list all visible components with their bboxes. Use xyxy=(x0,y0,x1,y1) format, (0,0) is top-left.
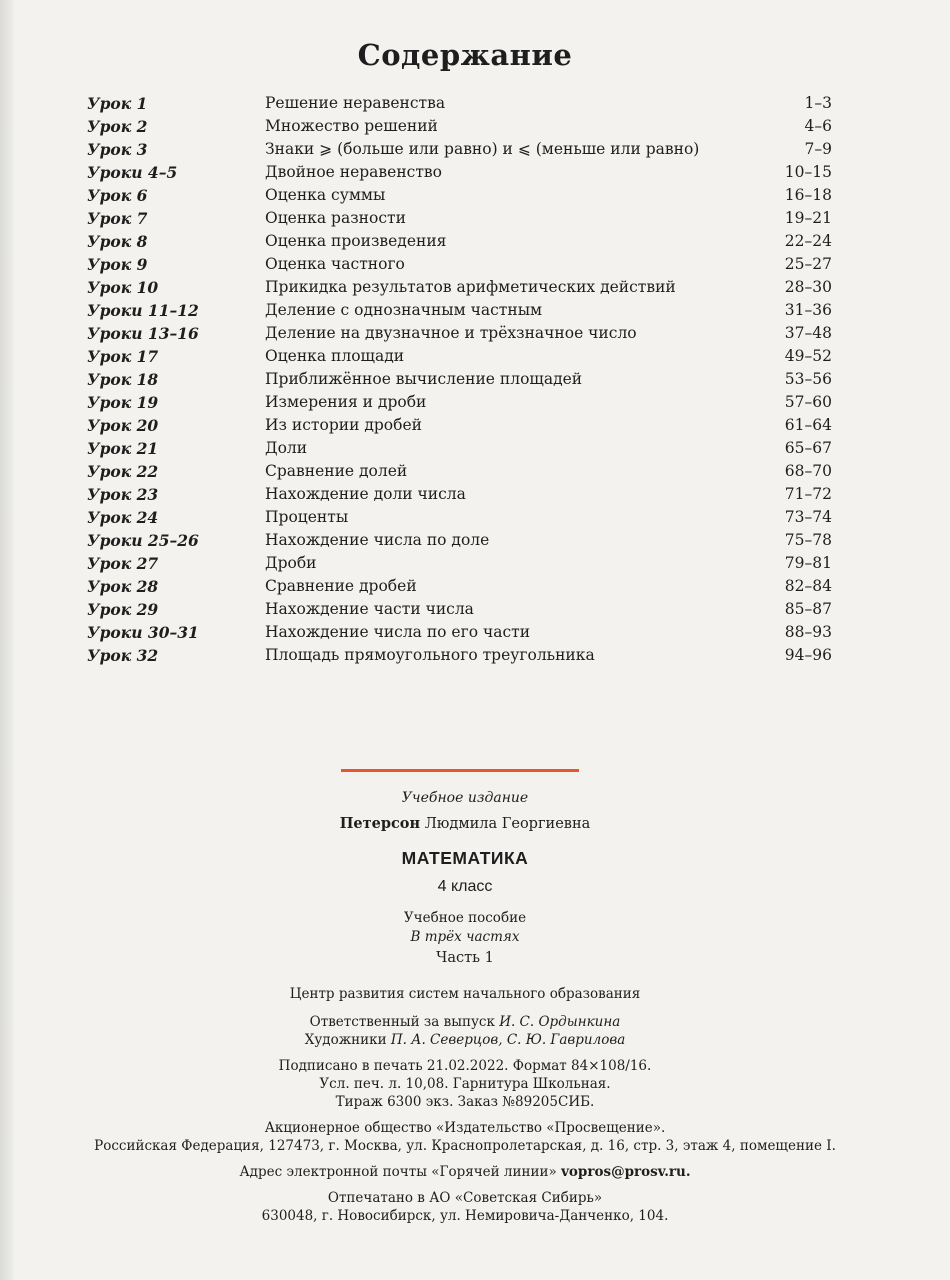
toc-lesson: Урок 28 xyxy=(87,577,159,596)
hotline-label: Адрес электронной почты «Горячей линии» xyxy=(239,1164,557,1180)
artists xyxy=(0,1032,930,1048)
table-of-contents xyxy=(87,92,832,667)
toc-pages: 10–15 xyxy=(784,163,832,181)
toc-pages: 22–24 xyxy=(784,232,832,250)
part-number: Часть 1 xyxy=(436,950,494,966)
toc-row xyxy=(87,138,832,161)
toc-pages: 31–36 xyxy=(784,301,832,319)
toc-topic: Измерения и дроби xyxy=(265,393,427,411)
print-run: Тираж 6300 экз. Заказ №89205СИБ. xyxy=(335,1094,595,1110)
toc-lesson: Уроки 13–16 xyxy=(87,324,199,343)
printed-by: Отпечатано в АО «Советская Сибирь» xyxy=(327,1190,603,1206)
toc-lesson: Уроки 11–12 xyxy=(87,301,199,320)
toc-row xyxy=(87,437,832,460)
toc-row xyxy=(87,552,832,575)
toc-topic: Оценка частного xyxy=(265,255,405,273)
toc-topic: Нахождение части числа xyxy=(265,600,474,618)
toc-row xyxy=(87,92,832,115)
toc-lesson: Урок 22 xyxy=(87,462,159,481)
toc-lesson: Урок 10 xyxy=(87,278,159,297)
toc-row xyxy=(87,621,832,644)
toc-lesson: Урок 21 xyxy=(87,439,159,458)
toc-topic: Из истории дробей xyxy=(265,416,422,434)
toc-pages: 53–56 xyxy=(784,370,832,388)
hotline xyxy=(0,1164,930,1180)
toc-title: Содержание xyxy=(357,38,573,72)
toc-pages: 85–87 xyxy=(784,600,832,618)
subject-title: МАТЕМАТИКА xyxy=(401,848,529,868)
toc-row xyxy=(87,253,832,276)
toc-row xyxy=(87,184,832,207)
toc-pages: 75–78 xyxy=(784,531,832,549)
toc-lesson: Урок 7 xyxy=(87,209,148,228)
toc-topic: Доли xyxy=(265,439,308,457)
toc-topic: Дроби xyxy=(265,554,317,572)
printer-address: 630048, г. Новосибирск, ул. Немировича-Данченко, 104. xyxy=(261,1208,669,1224)
toc-pages: 49–52 xyxy=(784,347,832,365)
responsible-label: Ответственный за выпуск xyxy=(309,1014,495,1030)
toc-pages: 7–9 xyxy=(804,140,832,158)
toc-pages: 37–48 xyxy=(784,324,832,342)
toc-topic: Оценка суммы xyxy=(265,186,386,204)
toc-pages: 61–64 xyxy=(784,416,832,434)
toc-lesson: Урок 18 xyxy=(87,370,159,389)
toc-topic: Площадь прямоугольного треугольника xyxy=(265,646,595,664)
toc-lesson: Урок 29 xyxy=(87,600,159,619)
responsible-name: И. С. Ордынкина xyxy=(499,1014,621,1030)
toc-topic: Проценты xyxy=(265,508,349,526)
parts-count: В трёх частях xyxy=(410,929,520,945)
toc-lesson: Урок 17 xyxy=(87,347,159,366)
toc-lesson: Урок 8 xyxy=(87,232,148,251)
toc-pages: 68–70 xyxy=(784,462,832,480)
toc-row xyxy=(87,391,832,414)
toc-row xyxy=(87,368,832,391)
publisher: Акционерное общество «Издательство «Просвещение». xyxy=(264,1120,666,1136)
toc-lesson: Урок 27 xyxy=(87,554,159,573)
toc-pages: 88–93 xyxy=(784,623,832,641)
toc-lesson: Уроки 4–5 xyxy=(87,163,178,182)
responsible xyxy=(0,1014,930,1030)
toc-lesson: Уроки 30–31 xyxy=(87,623,199,642)
toc-lesson: Урок 24 xyxy=(87,508,159,527)
toc-pages: 19–21 xyxy=(784,209,832,227)
toc-row xyxy=(87,207,832,230)
toc-row xyxy=(87,230,832,253)
grade: 4 класс xyxy=(437,878,493,895)
artists-label: Художники xyxy=(304,1032,387,1048)
center-name: Центр развития систем начального образования xyxy=(289,986,641,1002)
toc-pages: 25–27 xyxy=(784,255,832,273)
toc-row xyxy=(87,115,832,138)
toc-topic: Оценка площади xyxy=(265,347,405,365)
toc-topic: Приближённое вычисление площадей xyxy=(265,370,583,388)
author-surname: Петерсон xyxy=(339,815,421,832)
toc-lesson: Урок 1 xyxy=(87,94,148,113)
toc-row xyxy=(87,460,832,483)
toc-pages: 94–96 xyxy=(784,646,832,664)
toc-row xyxy=(87,644,832,667)
toc-topic: Оценка произведения xyxy=(265,232,447,250)
toc-lesson: Урок 9 xyxy=(87,255,148,274)
toc-row xyxy=(87,345,832,368)
toc-topic: Нахождение числа по доле xyxy=(265,531,490,549)
author xyxy=(0,815,930,832)
toc-topic: Нахождение доли числа xyxy=(265,485,466,503)
toc-row xyxy=(87,483,832,506)
author-name: Людмила Георгиевна xyxy=(424,816,591,832)
toc-lesson: Урок 6 xyxy=(87,186,148,205)
toc-topic: Деление с однозначным частным xyxy=(265,301,543,319)
toc-row xyxy=(87,575,832,598)
toc-topic: Оценка разности xyxy=(265,209,406,227)
toc-pages: 28–30 xyxy=(784,278,832,296)
toc-topic: Множество решений xyxy=(265,117,438,135)
toc-pages: 65–67 xyxy=(784,439,832,457)
toc-row xyxy=(87,598,832,621)
edition-label: Учебное издание xyxy=(401,790,529,806)
orange-divider xyxy=(341,769,579,772)
toc-lesson: Урок 2 xyxy=(87,117,148,136)
signed-to-print: Подписано в печать 21.02.2022. Формат 84×108/16. xyxy=(278,1058,652,1074)
toc-lesson: Урок 32 xyxy=(87,646,159,665)
toc-row xyxy=(87,322,832,345)
toc-topic: Нахождение числа по его части xyxy=(265,623,531,641)
toc-row xyxy=(87,276,832,299)
publisher-address: Российская Федерация, 127473, г. Москва, ул. Краснопролетарская, д. 16, стр. 3, этаж 4, помещение I. xyxy=(94,1138,836,1154)
book-type: Учебное пособие xyxy=(403,910,527,926)
toc-topic: Прикидка результатов арифметических действий xyxy=(265,278,676,296)
toc-topic: Двойное неравенство xyxy=(265,163,442,181)
toc-pages: 71–72 xyxy=(784,485,832,503)
toc-pages: 73–74 xyxy=(784,508,832,526)
toc-row xyxy=(87,161,832,184)
toc-pages: 4–6 xyxy=(804,117,832,135)
toc-lesson: Урок 19 xyxy=(87,393,159,412)
toc-row xyxy=(87,529,832,552)
toc-pages: 1–3 xyxy=(804,94,832,112)
toc-topic: Деление на двузначное и трёхзначное число xyxy=(265,324,637,342)
toc-lesson: Уроки 25–26 xyxy=(87,531,199,550)
toc-row xyxy=(87,506,832,529)
toc-row xyxy=(87,299,832,322)
toc-lesson: Урок 20 xyxy=(87,416,159,435)
toc-pages: 16–18 xyxy=(784,186,832,204)
hotline-email: vopros@prosv.ru. xyxy=(561,1164,691,1180)
toc-row xyxy=(87,414,832,437)
toc-lesson: Урок 23 xyxy=(87,485,159,504)
toc-pages: 82–84 xyxy=(784,577,832,595)
toc-topic: Решение неравенства xyxy=(265,94,446,112)
toc-topic: Сравнение дробей xyxy=(265,577,417,595)
artists-names: П. А. Северцов, С. Ю. Гаврилова xyxy=(390,1032,626,1048)
toc-topic: Знаки ⩾ (больше или равно) и ⩽ (меньше или равно) xyxy=(265,140,700,158)
toc-pages: 79–81 xyxy=(784,554,832,572)
toc-lesson: Урок 3 xyxy=(87,140,148,159)
print-sheets: Усл. печ. л. 10,08. Гарнитура Школьная. xyxy=(319,1076,611,1092)
toc-pages: 57–60 xyxy=(784,393,832,411)
toc-topic: Сравнение долей xyxy=(265,462,408,480)
